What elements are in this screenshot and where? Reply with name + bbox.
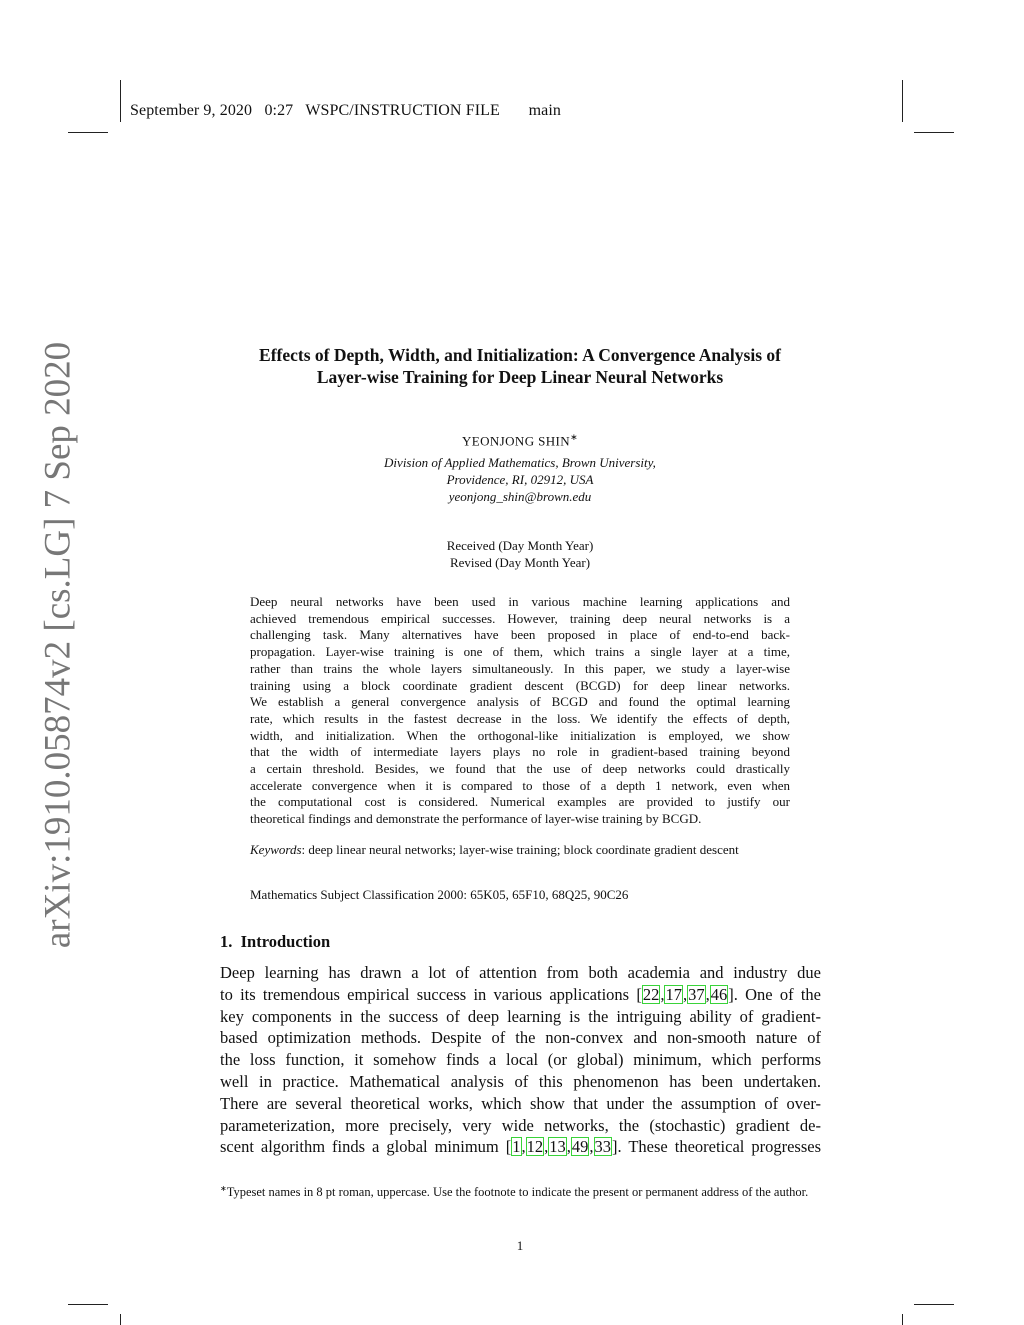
header-job: main — [528, 102, 561, 119]
body-line: There are several theoretical works, which show that under the assumption of over- — [220, 1093, 821, 1113]
abstract-line: a certain threshold. Besides, we found that the use of deep networks could drastically — [250, 761, 790, 777]
received-date: Received (Day Month Year) — [446, 538, 594, 553]
body-line: Deep learning has drawn a lot of attention from both academia and industry due — [220, 963, 821, 982]
body-line: to its tremendous empirical success in various applications [22,17,37,46]. One of the — [220, 984, 821, 1004]
title-line-1: Effects of Depth, Width, and Initialization: A Convergence Analysis of — [259, 345, 781, 365]
affiliation-line-1: Division of Applied Mathematics, Brown University, — [384, 455, 656, 470]
crop-mark — [902, 1314, 903, 1325]
header-time: 0:27 — [264, 102, 294, 119]
introduction-body — [220, 962, 821, 1158]
footnote-mark: ∗ — [220, 1184, 227, 1193]
crop-mark — [914, 132, 954, 133]
crop-mark — [68, 1304, 108, 1305]
body-text-fragment: scent algorithm finds a global minimum — [220, 1137, 506, 1157]
abstract-line: accelerate convergence when it is compared to those of a depth 1 network, even when — [250, 777, 790, 793]
citation-link[interactable]: 1 — [512, 1137, 521, 1157]
section-title: Introduction — [240, 932, 331, 951]
abstract-line: We establish a general convergence analysis of BCGD and found the optimal learning — [250, 694, 790, 710]
abstract-line: challenging task. Many alternatives have been proposed in place of end-to-end back- — [250, 627, 790, 643]
submission-dates — [220, 537, 820, 571]
running-header — [130, 102, 561, 120]
abstract-line: propagation. Layer-wise training is one of them, which trains a single layer at a time, — [250, 644, 790, 660]
body-text-fragment: . One of the — [733, 984, 821, 1004]
body-line: well in practice. Mathematical analysis of this phenomenon has been undertaken. — [220, 1071, 821, 1091]
author-name-text: YEONJONG SHIN — [461, 433, 571, 449]
affiliation-line-2: Providence, RI, 02912, USA — [446, 472, 594, 487]
abstract-line: rate, which results in the fastest decrease in the loss. We identify the effects of depth, — [250, 710, 790, 726]
citation-link[interactable]: 22 — [642, 984, 660, 1004]
abstract-line: that the width of intermediate layers plays no role in gradient-based training beyond — [250, 744, 790, 760]
section-number: 1. — [220, 932, 233, 951]
author-name — [220, 432, 820, 449]
page-number: 1 — [516, 1238, 524, 1253]
citation-link[interactable]: 13 — [549, 1137, 566, 1157]
arxiv-stamp: arXiv:1910.05874v2 [cs.LG] 7 Sep 2020 — [37, 341, 79, 949]
body-line: key components in the success of deep learning is the intriguing ability of gradient- — [220, 1006, 821, 1026]
keywords — [250, 841, 790, 858]
citation-link[interactable]: 33 — [594, 1137, 612, 1157]
body-text-fragment: to its tremendous empirical success in various applications — [220, 984, 637, 1004]
crop-mark — [120, 1314, 121, 1325]
body-line: parameterization, more precisely, very wide networks, the (stochastic) gradient de- — [220, 1115, 821, 1135]
msc-classification: Mathematics Subject Classification 2000: 65K05, 65F10, 68Q25, 90C26 — [250, 887, 629, 902]
body-line: the loss function, it somehow finds a local (or global) minimum, which performs — [220, 1050, 821, 1070]
author-affiliation — [220, 454, 820, 505]
keywords-text: : deep linear neural networks; layer-wise training; block coordinate gradient descent — [301, 842, 739, 857]
crop-mark — [902, 80, 903, 122]
footnote-text: Typeset names in 8 pt roman, uppercase. Use the footnote to indicate the present or permanent address of the author. — [226, 1185, 809, 1200]
revised-date: Revised (Day Month Year) — [449, 555, 591, 570]
crop-mark — [120, 80, 121, 122]
abstract-line: Deep neural networks have been used in various machine learning applications and — [250, 594, 790, 609]
abstract-line: achieved tremendous empirical successes. However, training deep neural networks is a — [250, 610, 790, 626]
abstract-line: the computational cost is considered. Numerical examples are provided to justify our — [250, 794, 790, 810]
header-file: WSPC/INSTRUCTION FILE — [305, 102, 500, 119]
author-footnote-mark: ∗ — [570, 432, 579, 442]
paper-title — [190, 344, 850, 388]
citation-link[interactable]: 46 — [710, 984, 728, 1004]
citation-link[interactable]: 49 — [571, 1137, 589, 1157]
body-text-fragment: . These theoretical progresses — [617, 1137, 821, 1157]
body-line: scent algorithm finds a global minimum [1,12,13,49,33]. These theoretical progresses — [220, 1137, 821, 1157]
title-line-2: Layer-wise Training for Deep Linear Neural Networks — [316, 367, 724, 387]
crop-mark — [68, 132, 108, 133]
body-line: based optimization methods. Despite of the non-convex and non-smooth nature of — [220, 1028, 821, 1048]
abstract-line: theoretical findings and demonstrate the performance of layer-wise training by BCGD. — [250, 811, 702, 827]
header-date: September 9, 2020 — [130, 102, 253, 119]
crop-mark — [914, 1304, 954, 1305]
author-footnote — [220, 1181, 822, 1201]
abstract — [250, 594, 790, 828]
abstract-line: rather than trains the whole layers simultaneously. In this paper, we study a layer-wise — [250, 660, 790, 676]
citation-link[interactable]: 37 — [688, 984, 705, 1004]
section-heading — [220, 932, 330, 952]
citation-link[interactable]: 17 — [665, 984, 682, 1004]
citation-link[interactable]: 12 — [526, 1137, 544, 1157]
author-email: yeonjong_shin@brown.edu — [448, 489, 592, 504]
keywords-label: Keywords — [250, 842, 302, 857]
abstract-line: training using a block coordinate gradient descent (BCGD) for deep linear networks. — [250, 677, 790, 693]
abstract-line: width, and initialization. When the orthogonal-like initialization is employed, we show — [250, 727, 790, 743]
